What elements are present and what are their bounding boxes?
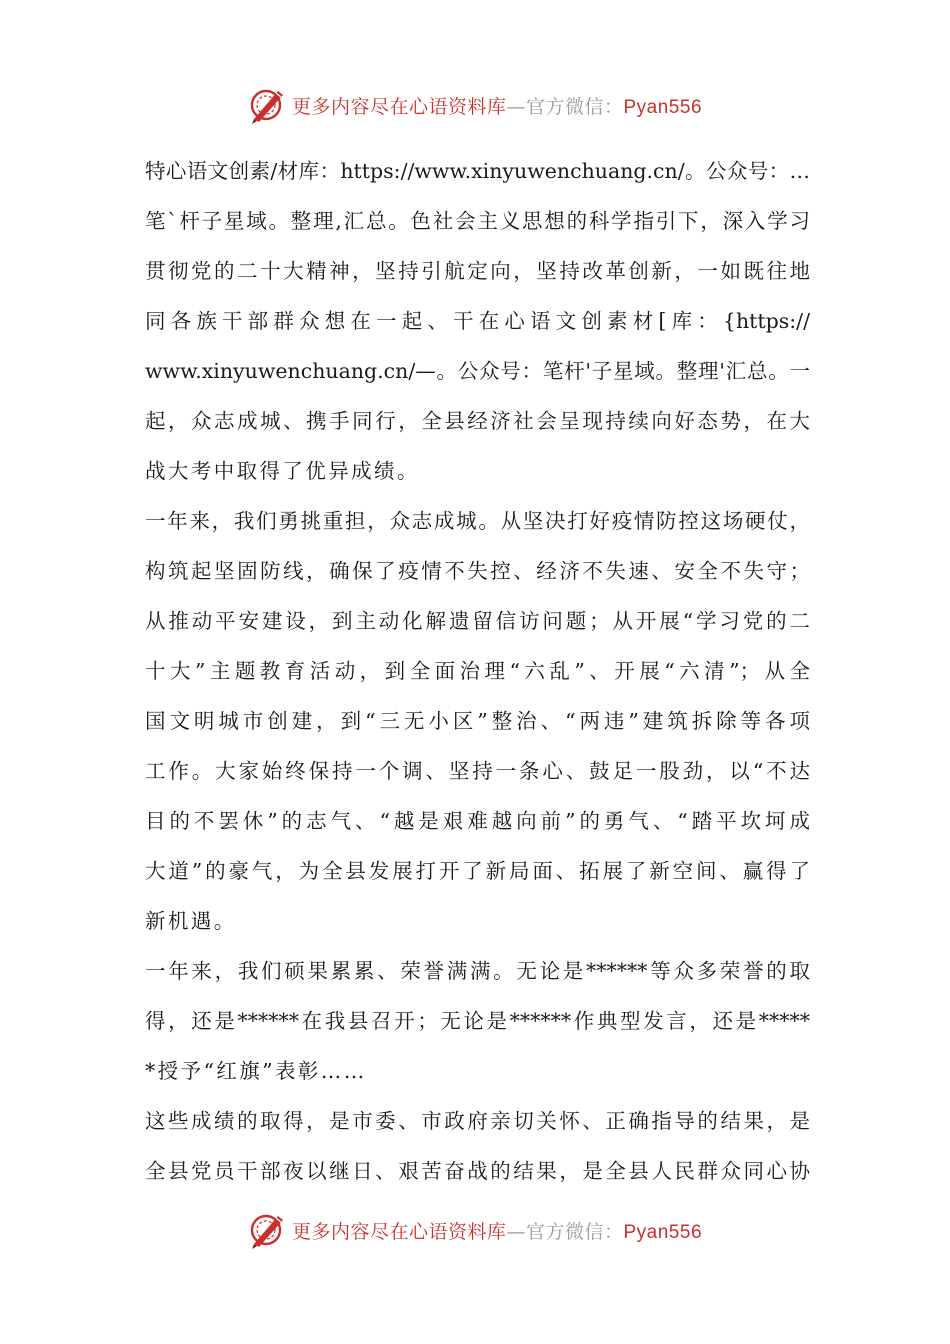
banner-handle: Pyan556 bbox=[623, 96, 703, 118]
banner-handle: Pyan556 bbox=[623, 1221, 703, 1243]
text-line: 战大考中取得了优异成绩。 bbox=[145, 459, 420, 483]
text-line: 得，还是******在我县召开；无论是******作典型发言，还是***** bbox=[145, 1009, 810, 1033]
pen-circle-logo-icon bbox=[248, 1210, 288, 1250]
pen-circle-logo-icon bbox=[248, 85, 288, 125]
text-line: 大道”的豪气，为全县发展打开了新局面、拓展了新空间、赢得了 bbox=[145, 859, 810, 883]
document-body bbox=[145, 146, 810, 1196]
text-line: 从推动平安建设，到主动化解遗留信访问题；从开展“学习党的二 bbox=[145, 609, 810, 633]
text-line: *授予“红旗”表彰…… bbox=[145, 1059, 367, 1083]
banner-dash: — bbox=[506, 1220, 526, 1243]
text-line: 目的不罢休”的志气、“越是艰难越向前”的勇气、“踏平坎坷成 bbox=[145, 809, 810, 833]
banner-label: 官方微信： bbox=[525, 95, 624, 118]
banner-main-text: 更多内容尽在心语资料库 bbox=[291, 95, 507, 118]
text-line: 起，众志成城、携手同行，全县经济社会呈现持续向好态势，在大 bbox=[145, 409, 810, 433]
text-line: www.xinyuwenchuang.cn/—。公众号：笔杆'子星域。整理'汇总。一 bbox=[145, 359, 810, 383]
banner-text bbox=[292, 1217, 702, 1244]
text-line: 一年来，我们硕果累累、荣誉满满。无论是******等众多荣誉的取 bbox=[145, 959, 810, 983]
text-line: 同各族干部群众想在一起、干在心语文创素材[库：{https:// bbox=[145, 309, 810, 333]
text-line: 一年来，我们勇挑重担，众志成城。从坚决打好疫情防控这场硬仗， bbox=[145, 509, 810, 533]
text-line: 十大”主题教育活动，到全面治理“六乱”、开展“六清”；从全 bbox=[145, 659, 810, 683]
text-line: 新机遇。 bbox=[145, 909, 237, 933]
banner-text bbox=[292, 92, 702, 119]
banner-dash: — bbox=[506, 95, 526, 118]
text-line: 贯彻党的二十大精神，坚持引航定向，坚持改革创新，一如既往地 bbox=[145, 259, 810, 283]
text-line: 这些成绩的取得，是市委、市政府亲切关怀、正确指导的结果，是 bbox=[145, 1109, 810, 1133]
text-line: 笔`杆子星域。整理,汇总。色社会主义思想的科学指引下，深入学习 bbox=[145, 209, 810, 233]
banner-label: 官方微信： bbox=[525, 1220, 624, 1243]
banner-main-text: 更多内容尽在心语资料库 bbox=[291, 1220, 507, 1243]
text-line: 工作。大家始终保持一个调、坚持一条心、鼓足一股劲，以“不达 bbox=[145, 759, 810, 783]
header-banner bbox=[0, 80, 950, 130]
text-line: 国文明城市创建，到“三无小区”整治、“两违”建筑拆除等各项 bbox=[145, 709, 810, 733]
text-line: 构筑起坚固防线，确保了疫情不失控、经济不失速、安全不失守； bbox=[145, 559, 810, 583]
text-line: 特心语文创素/材库：https://www.xinyuwenchuang.cn/。公众号：… bbox=[145, 159, 810, 183]
text-line: 全县党员干部夜以继日、艰苦奋战的结果，是全县人民群众同心协 bbox=[145, 1159, 810, 1183]
footer-banner bbox=[0, 1205, 950, 1255]
